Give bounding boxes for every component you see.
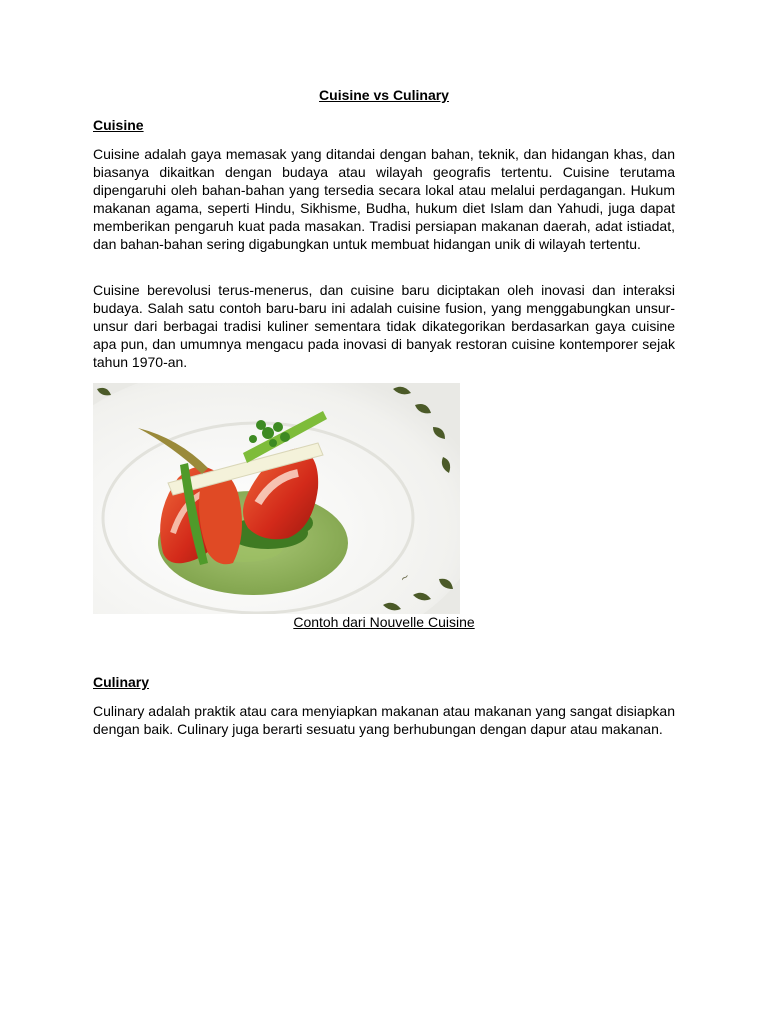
section-heading-culinary: Culinary: [93, 674, 150, 690]
svg-text:~: ~: [397, 569, 413, 586]
section-heading-cuisine: Cuisine: [93, 117, 144, 133]
culinary-paragraph-1: Culinary adalah praktik atau cara menyiapkan makanan atau makanan yang sangat disiapkan dengan baik. Culinary juga berarti sesuatu yang berhubungan dengan dapur atau makanan.: [93, 703, 675, 737]
document-title: Cuisine vs Culinary: [319, 87, 449, 103]
cuisine-paragraph-1: Cuisine adalah gaya memasak yang ditandai dengan bahan, teknik, dan hidangan khas, dan biasanya dikaitkan dengan budaya atau wilayah geografis tertentu. Cuisine terutama dipengaruhi oleh bahan-bahan yang tersedia secara lokal atau melalui perdagangan. Hukum makanan agama, seperti Hindu, Sikhisme, Budha, hukum diet Islam dan Yahudi, juga dapat memberikan pengaruh kuat pada masakan. Tradisi persiapan makanan daerah, adat istiadat, dan bahan-bahan sering digabungkan untuk membuat hidangan unik di wilayah tertentu.: [93, 146, 675, 252]
figure-caption: Contoh dari Nouvelle Cuisine: [293, 614, 475, 630]
nouvelle-cuisine-photo: [93, 383, 460, 614]
cuisine-paragraph-2: Cuisine berevolusi terus-menerus, dan cuisine baru diciptakan oleh inovasi dan interaksi budaya. Salah satu contoh baru-baru ini adalah cuisine fusion, yang menggabungkan unsur-unsur dari berbagai tradisi kuliner sementara tidak dikategorikan berdasarkan gaya cuisine apa pun, dan umumnya mengacu pada inovasi di banyak restoran cuisine kontemporer sejak tahun 1970-an.: [93, 282, 675, 370]
